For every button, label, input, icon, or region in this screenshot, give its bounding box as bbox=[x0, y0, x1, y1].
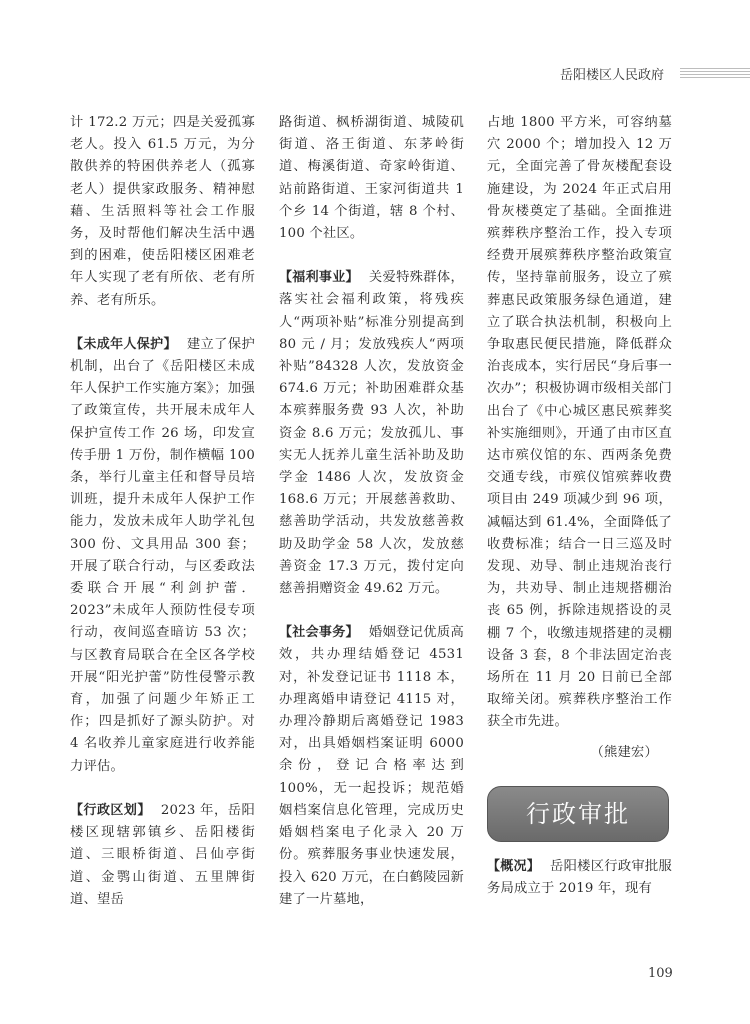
paragraph: 占地 1800 平方米，可容纳墓穴 2000 个；增加投入 12 万元，全面完善了骨灰楼配套设施建设，为 2024 年正式启用骨灰楼奠定了基础。全面推进殡葬秩序整治工作，投入专项经费开展殡葬秩序整治政策宣传，坚持靠前服务，设立了殡葬惠民政策服务绿色通道，建立了联合执法机制，积极向上争取惠民便民措施，降低群众治丧成本，实行居民“身后事一次办”；积极协调市级相关部门出台了《中心城区惠民殡葬奖补实施细则》，开通了由市区直达市殡仪馆的东、西两条免费交通专线，市殡仪馆殡葬收费项目由 249 项减少到 96 项，减幅达到 61.4%，全面降低了收费标准；结合一日三巡及时发现、劝导、制止违规治丧行为，共劝导、制止违规搭棚治丧 65 例，拆除违规搭设的灵棚 7 个，收缴违规搭建的灵棚设备 3 套，8 个非法固定治丧场所在 11 月 20 日前已全部取缔关闭。殡葬秩序整治工作获全市先进。 bbox=[487, 115, 672, 730]
paragraph-body: 2023 年，岳阳楼区现辖郭镇乡、岳阳楼街道、三眼桥街道、吕仙亭街道、金鹗山街道、五里牌街道、望岳 bbox=[70, 802, 255, 907]
paragraph-body: 岳阳楼区行政审批服务局成立于 2019 年，现有 bbox=[487, 858, 672, 897]
paragraph: 路街道、枫桥湖街道、城陵矶街道、洛王街道、东茅岭街道、梅溪街道、奇家岭街道、站前路街道、王家河街道共 1 个乡 14 个街道，辖 8 个村、100 个社区。 bbox=[279, 115, 464, 242]
header-decorative-rule bbox=[680, 68, 750, 80]
paragraph bbox=[279, 622, 464, 911]
subsection-heading: 【福利事业】 bbox=[279, 270, 359, 286]
text-column-3 bbox=[487, 112, 672, 922]
section-title-box: 行政审批 bbox=[487, 786, 669, 842]
page-number: 109 bbox=[648, 966, 673, 981]
subsection-heading: 【社会事务】 bbox=[279, 625, 359, 641]
subsection-heading: 【概况】 bbox=[487, 858, 541, 874]
author-byline: （熊建宏） bbox=[590, 744, 658, 760]
subsection-heading: 【未成年人保护】 bbox=[70, 336, 177, 352]
paragraph bbox=[279, 267, 464, 600]
paragraph bbox=[70, 800, 255, 911]
paragraph bbox=[70, 334, 255, 778]
paragraph-body: 婚姻登记优质高效，共办理结婚登记 4531 对，补发登记证书 1118 本，办理离婚申请登记 4115 对，办理冷静期后离婚登记 1983 对，出具婚姻档案证明 6000 余份，登记合格率达到 100%，无一起投诉；规范婚姻档案信息化管理，完成历史婚姻档案电子化录入 20 万份。殡葬服务事业快速发展，投入 620 万元，在白鹤陵园新建了一片墓地， bbox=[279, 625, 464, 907]
paragraph bbox=[487, 856, 672, 900]
text-column-2 bbox=[279, 112, 464, 933]
running-header: 岳阳楼区人民政府 bbox=[560, 68, 665, 83]
text-column-1 bbox=[70, 112, 255, 933]
paragraph-body: 关爱特殊群体，落实社会福利政策，将残疾人“两项补贴”标准分别提高到 80 元 / 月；发放残疾人“两项补贴”84328 人次，发放资金 674.6 万元；补助困难群众基本殡葬服务费 93 人次，补助资金 8.6 万元；发放孤儿、事实无人抚养儿童生活补助及助学金 1486 人次，发放资金 168.6 万元；开展慈善救助、慈善助学活动，共发放慈善救助及助学金 58 人次，发放慈善资金 17.3 万元，拨付定向慈善捐赠资金 49.62 万元。 bbox=[279, 270, 464, 597]
paragraph-body: 建立了保护机制，出台了《岳阳楼区未成年人保护工作实施方案》；加强了政策宣传，共开展未成年人保护宣传工作 26 场，印发宣传手册 1 万份，制作横幅 100 条，举行儿童主任和督导员培训班，提升未成年人保护工作能力，发放未成年人助学礼包 300 份、文具用品 300 套；开展了联合行动，与区委政法委联合开展“利剑护蕾．2023”未成年人预防性侵专项行动，夜间巡查暗访 53 次；与区教育局联合在全区各学校开展“阳光护蕾”防性侵警示教育，加强了问题少年矫正工作；四是抓好了源头防护。对 4 名收养儿童家庭进行收养能力评估。 bbox=[70, 336, 255, 774]
subsection-heading: 【行政区划】 bbox=[70, 802, 151, 818]
paragraph: 计 172.2 万元；四是关爱孤寡老人。投入 61.5 万元，为分散供养的特困供养老人（孤寡老人）提供家政服务、精神慰藉、生活照料等社会工作服务，及时帮他们解决生活中遇到的困难，使岳阳楼区困难老年人实现了老有所依、老有所养、老有所乐。 bbox=[70, 115, 255, 308]
